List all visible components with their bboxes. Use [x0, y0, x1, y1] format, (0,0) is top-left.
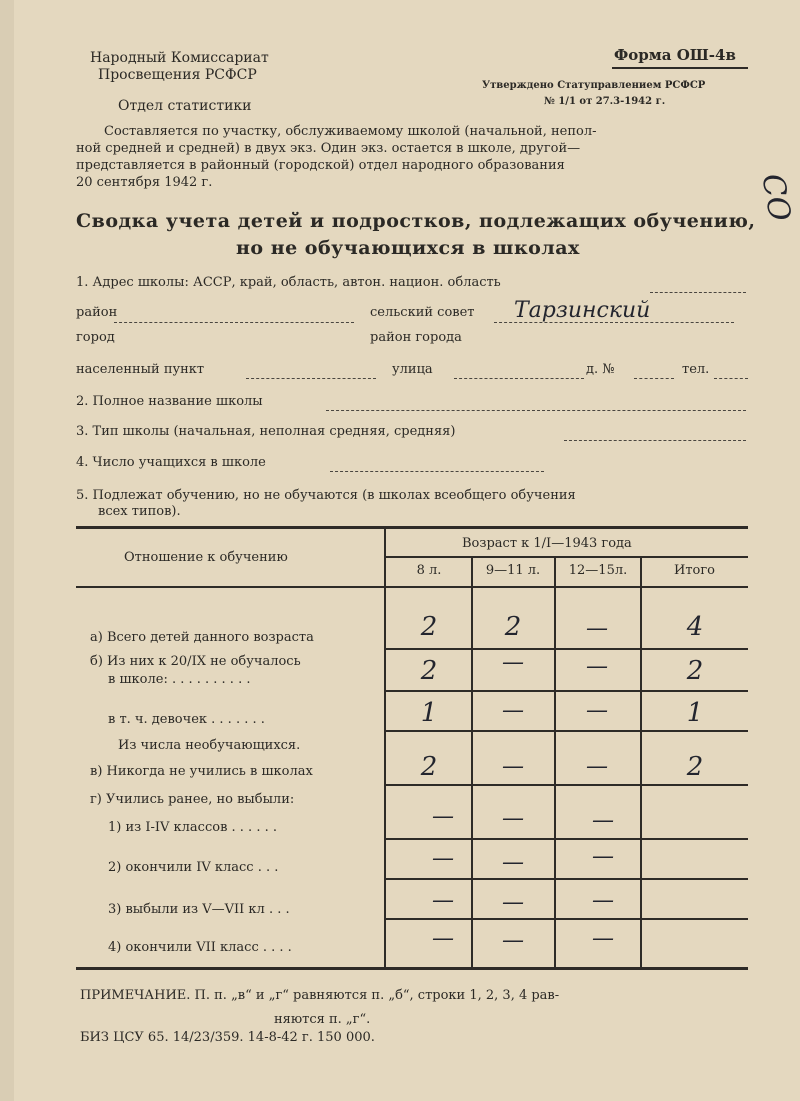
street-label: улица	[392, 362, 433, 377]
column-header-total: Итого	[674, 563, 715, 578]
street-blank	[454, 378, 584, 379]
cell-never-studied-9-11: —	[502, 754, 524, 779]
cell-finished-7-12-15: —	[592, 926, 614, 951]
district-label: район	[76, 305, 118, 320]
form-sheet	[14, 0, 800, 1101]
approved-line: Утверждено Статуправлением РСФСР	[482, 80, 706, 91]
cell-grades-5-7-9-11: —	[502, 890, 524, 915]
cell-never-studied-total: 2	[686, 752, 704, 782]
cell-total-total: 4	[686, 612, 704, 642]
row-label-never-studied: в) Никогда не учились в школах	[90, 764, 313, 779]
cell-girls-12-15: —	[586, 698, 608, 723]
footnote-line2: няются п. „г“.	[274, 1012, 371, 1027]
district-blank	[114, 322, 354, 323]
margin-handwritten-mark: СО	[754, 171, 798, 224]
table-bottom-border	[76, 967, 748, 970]
cell-not-studied-12-15: —	[586, 654, 608, 679]
city-label: город	[76, 330, 115, 345]
form-title-line1: Сводка учета детей и подростков, подлежащих обучению,	[76, 210, 756, 232]
form-label: Форма ОШ-4в	[614, 46, 736, 64]
cell-finished-7-8: —	[432, 926, 454, 951]
row-label-grades-1-4: 1) из I-IV классов . . . . . .	[108, 820, 277, 835]
cell-not-studied-total: 2	[686, 656, 704, 686]
address-label: 1. Адрес школы: АССР, край, область, автон. национ. область	[76, 275, 501, 290]
row-divider-5	[386, 838, 748, 840]
students-label: 4. Число учащихся в школе	[76, 455, 266, 470]
column-header-12-15: 12—15л.	[568, 563, 628, 578]
ministry-line1: Народный Комиссариат	[90, 50, 269, 66]
cell-girls-8: 1	[420, 698, 438, 728]
row-divider-2	[386, 690, 748, 692]
intro-line4: 20 сентября 1942 г.	[76, 175, 213, 190]
cell-grades-1-4-8: —	[432, 804, 454, 829]
row-label-girls: в т. ч. девочек . . . . . . .	[108, 712, 265, 727]
phone-blank	[714, 378, 748, 379]
cell-total-8: 2	[420, 612, 438, 642]
footnote-line1: ПРИМЕЧАНИЕ. П. п. „в“ и „г“ равняются п. „б“, строки 1, 2, 3, 4 рав-	[80, 988, 560, 1003]
row-label-not-studied: б) Из них к 20/IX не обучалось	[90, 654, 301, 669]
cell-never-studied-8: 2	[420, 752, 438, 782]
cell-not-studied-9-11: —	[502, 650, 524, 675]
column-header-8: 8 л.	[416, 563, 442, 578]
school-type-label: 3. Тип школы (начальная, неполная средняя, средняя)	[76, 424, 456, 439]
cell-total-12-15: —	[586, 616, 608, 641]
table-relation-divider	[384, 529, 386, 969]
intro-line1: Составляется по участку, обслуживаемому школой (начальной, непол-	[104, 124, 597, 139]
village-council-handwritten: Тарзинский	[514, 298, 651, 323]
approved-number: № 1/1 от 27.3-1942 г.	[544, 96, 666, 107]
row-divider-4	[386, 784, 748, 786]
row-divider-3	[386, 730, 748, 732]
table-top-border	[76, 526, 748, 529]
table-age-header-divider	[386, 556, 748, 558]
settlement-blank	[246, 378, 376, 379]
school-name-label: 2. Полное название школы	[76, 394, 263, 409]
cell-not-studied-8: 2	[420, 656, 438, 686]
house-number-blank	[634, 378, 674, 379]
cell-finished-4-9-11: —	[502, 850, 524, 875]
row-divider-7	[386, 918, 748, 920]
table-header-age: Возраст к 1/I—1943 года	[462, 536, 632, 551]
row-label-finished-7: 4) окончили VII класс . . . .	[108, 940, 292, 955]
cell-total-9-11: 2	[504, 612, 522, 642]
table-header-bottom-border	[76, 586, 748, 588]
cell-grades-1-4-9-11: —	[502, 806, 524, 831]
row-label-not-studied-cont: в школе: . . . . . . . . . .	[108, 672, 251, 687]
cell-grades-5-7-8: —	[432, 888, 454, 913]
cell-finished-4-8: —	[432, 846, 454, 871]
cell-never-studied-12-15: —	[586, 754, 608, 779]
row-label-finished-4: 2) окончили IV класс . . .	[108, 860, 279, 875]
house-number-label: д. №	[586, 362, 615, 377]
cell-finished-4-12-15: —	[592, 844, 614, 869]
cell-grades-1-4-12-15: —	[592, 808, 614, 833]
subject-line1: 5. Подлежат обучению, но не обучаются (в школах всеобщего обучения	[76, 488, 576, 503]
students-blank	[330, 471, 544, 472]
cell-girls-9-11: —	[502, 698, 524, 723]
department-label: Отдел статистики	[118, 98, 252, 114]
column-header-9-11: 9—11 л.	[485, 563, 541, 578]
row-divider-6	[386, 878, 748, 880]
city-district-label: район города	[370, 330, 462, 345]
print-info: БИЗ ЦСУ 65. 14/23/359. 14-8-42 г. 150 000.	[80, 1030, 375, 1045]
row-label-of-unschooled: Из числа необучающихся.	[118, 738, 301, 753]
row-divider-1	[386, 648, 748, 650]
village-council-label: сельский совет	[370, 305, 475, 320]
school-name-blank	[326, 410, 746, 411]
ministry-line2: Просвещения РСФСР	[98, 67, 257, 83]
row-label-dropped-out: г) Учились ранее, но выбыли:	[90, 792, 295, 807]
subject-line2: всех типов).	[98, 504, 181, 519]
form-title-line2: но не обучающихся в школах	[236, 237, 580, 259]
row-label-total: а) Всего детей данного возраста	[90, 630, 314, 645]
settlement-label: населенный пункт	[76, 362, 205, 377]
form-label-underline	[612, 67, 748, 69]
cell-girls-total: 1	[686, 698, 704, 728]
phone-label: тел.	[682, 362, 710, 377]
address-blank	[650, 292, 746, 293]
table-header-relation: Отношение к обучению	[124, 550, 288, 565]
row-label-grades-5-7: 3) выбыли из V—VII кл . . .	[108, 902, 290, 917]
intro-line3: представляется в районный (городской) отдел народного образования	[76, 158, 565, 173]
school-type-blank	[564, 440, 746, 441]
cell-grades-5-7-12-15: —	[592, 888, 614, 913]
intro-line2: ной средней и средней) в двух экз. Один экз. остается в школе, другой—	[76, 141, 581, 156]
cell-finished-7-9-11: —	[502, 928, 524, 953]
